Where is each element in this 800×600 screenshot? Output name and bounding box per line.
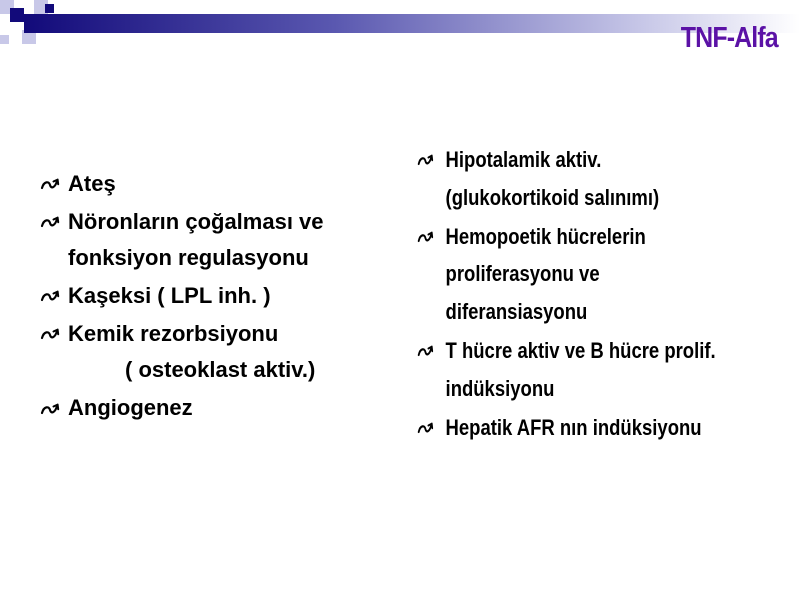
- header-square-5: [0, 35, 9, 44]
- curved-arrow-bullet-icon: [417, 141, 446, 179]
- list-item-text: T hücre aktiv ve B hücre prolif.: [445, 338, 716, 364]
- list-item-text: indüksiyonu: [445, 375, 555, 401]
- curved-arrow-bullet-icon: [40, 166, 68, 202]
- curved-arrow-bullet-icon: [417, 218, 446, 256]
- list-item-text: Nöronların çoğalması ve: [68, 209, 324, 235]
- list-item: [417, 332, 770, 408]
- list-item-text: Kemik rezorbsiyonu: [68, 321, 279, 347]
- list-item: [40, 390, 410, 426]
- list-item: [417, 218, 770, 331]
- slide-title: TNF-Alfa: [680, 22, 778, 54]
- list-item-text: Hepatik AFR nın indüksiyonu: [445, 414, 702, 440]
- left-bullet-list: [40, 166, 410, 429]
- list-item: [417, 409, 770, 447]
- curved-arrow-bullet-icon: [40, 316, 68, 352]
- list-item-text: proliferasyonu ve: [445, 261, 600, 287]
- curved-arrow-bullet-icon: [417, 409, 446, 447]
- list-item-text: Kaşeksi ( LPL inh. ): [68, 283, 271, 309]
- header-square-6: [45, 4, 54, 13]
- list-item-text: ( osteoklast aktiv.): [125, 357, 316, 383]
- list-item-text: fonksiyon regulasyonu: [68, 245, 309, 271]
- right-bullet-list: [417, 141, 770, 448]
- list-item-text: diferansiasyonu: [445, 299, 588, 325]
- list-item-text: Ateş: [68, 171, 116, 196]
- list-item-text: Hipotalamik aktiv.: [445, 147, 602, 172]
- list-item: [40, 204, 410, 276]
- list-item-text: Angiogenez: [68, 395, 193, 421]
- curved-arrow-bullet-icon: [40, 204, 68, 240]
- curved-arrow-bullet-icon: [40, 390, 68, 426]
- list-item: [40, 316, 410, 388]
- header-square-3: [10, 8, 24, 22]
- list-item: [40, 278, 410, 314]
- list-item-text: (glukokortikoid salınımı): [445, 184, 660, 210]
- curved-arrow-bullet-icon: [417, 332, 446, 370]
- list-item: [40, 166, 410, 202]
- curved-arrow-bullet-icon: [40, 278, 68, 314]
- list-item-text: Hemopoetik hücrelerin: [445, 223, 646, 249]
- list-item: [417, 141, 770, 217]
